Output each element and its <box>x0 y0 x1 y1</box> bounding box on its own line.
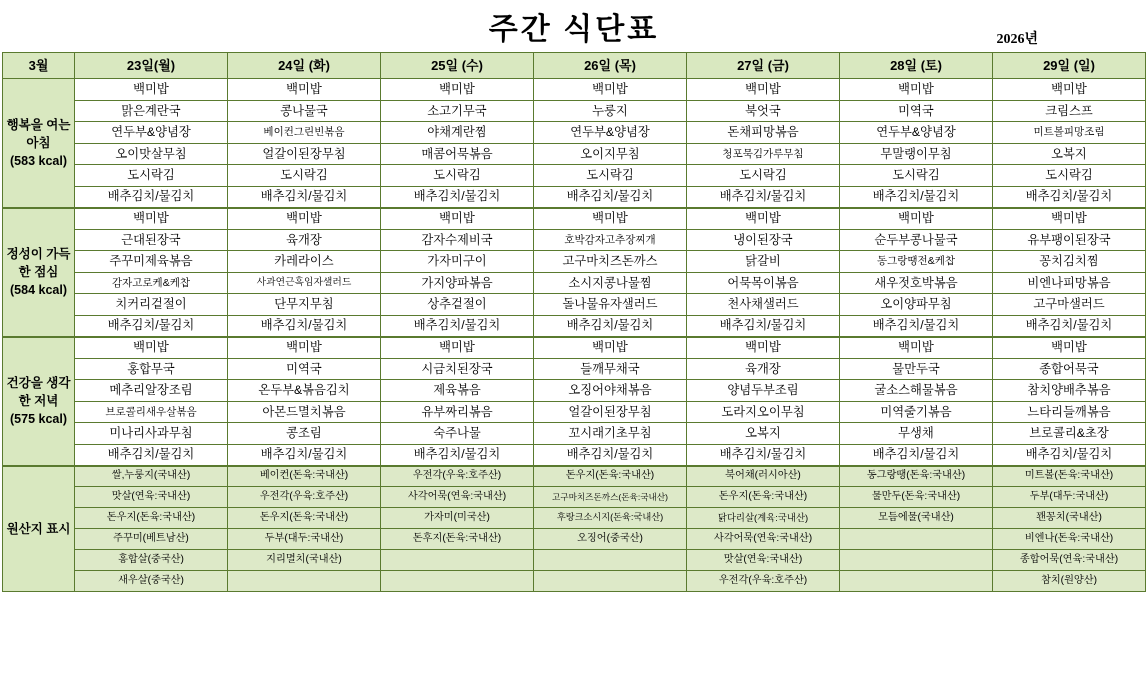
menu-cell: 천사채샐러드 <box>687 294 840 316</box>
menu-cell: 백미밥 <box>75 79 228 101</box>
menu-cell: 야채계란찜 <box>381 122 534 144</box>
origin-cell: 사각어묵(연육:국내산) <box>381 487 534 508</box>
menu-cell: 도라지오이무침 <box>687 401 840 423</box>
menu-cell: 백미밥 <box>840 337 993 359</box>
menu-cell: 유부짜리볶음 <box>381 401 534 423</box>
menu-cell: 배추김치/물김치 <box>75 444 228 466</box>
table-row <box>3 529 1146 550</box>
menu-cell: 미역줄기볶음 <box>840 401 993 423</box>
menu-cell: 콩조림 <box>228 423 381 445</box>
origin-cell: 맛살(연육:국내산) <box>75 487 228 508</box>
menu-cell: 돈채피망볶음 <box>687 122 840 144</box>
meal-label-breakfast <box>3 79 75 208</box>
menu-cell: 들깨무채국 <box>534 358 687 380</box>
menu-cell: 미나리사과무침 <box>75 423 228 445</box>
menu-cell: 숙주나물 <box>381 423 534 445</box>
menu-cell: 배추김치/물김치 <box>840 186 993 208</box>
meal-kcal: (583 kcal) <box>10 153 67 168</box>
table-row <box>3 358 1146 380</box>
table-row <box>3 487 1146 508</box>
column-header-fri: 27일 (금) <box>687 53 840 79</box>
menu-cell: 연두부&양념장 <box>840 122 993 144</box>
origin-cell: 돈우지(돈육:국내산) <box>228 508 381 529</box>
table-row <box>3 571 1146 592</box>
origin-cell: 북어채(러시아산) <box>687 466 840 487</box>
origin-cell: 두부(대두:국내산) <box>993 487 1146 508</box>
origin-cell: 종합어묵(연육:국내산) <box>993 550 1146 571</box>
menu-cell: 주꾸미제육볶음 <box>75 251 228 273</box>
menu-cell: 백미밥 <box>381 79 534 101</box>
table-row <box>3 315 1146 337</box>
menu-cell: 미트볼피망조림 <box>993 122 1146 144</box>
origin-cell-empty <box>381 550 534 571</box>
table-row <box>3 272 1146 294</box>
table-row <box>3 208 1146 230</box>
origin-cell: 새우살(중국산) <box>75 571 228 592</box>
menu-cell: 배추김치/물김치 <box>840 444 993 466</box>
meal-kcal: (575 kcal) <box>10 412 67 427</box>
menu-table <box>2 52 1146 592</box>
menu-cell: 닭갈비 <box>687 251 840 273</box>
menu-cell: 도시락김 <box>75 165 228 187</box>
origin-label: 원산지 표시 <box>3 466 75 592</box>
menu-cell: 오이지무침 <box>534 143 687 165</box>
origin-cell: 맛살(연육:국내산) <box>687 550 840 571</box>
menu-cell: 연두부&양념장 <box>75 122 228 144</box>
menu-cell: 도시락김 <box>228 165 381 187</box>
menu-cell: 아몬드멸치볶음 <box>228 401 381 423</box>
menu-cell: 순두부콩나물국 <box>840 229 993 251</box>
menu-cell: 배추김치/물김치 <box>381 315 534 337</box>
menu-cell: 백미밥 <box>534 208 687 230</box>
origin-cell: 물만두(돈육:국내산) <box>840 487 993 508</box>
menu-cell: 근대된장국 <box>75 229 228 251</box>
column-header-month: 3월 <box>3 53 75 79</box>
menu-cell: 크림스프 <box>993 100 1146 122</box>
menu-cell: 콩나물국 <box>228 100 381 122</box>
menu-cell: 가자미구이 <box>381 251 534 273</box>
menu-cell: 시금치된장국 <box>381 358 534 380</box>
menu-cell: 상추겉절이 <box>381 294 534 316</box>
menu-cell: 양념두부조림 <box>687 380 840 402</box>
menu-cell: 홍합무국 <box>75 358 228 380</box>
origin-cell-empty <box>534 571 687 592</box>
column-header-thu: 26일 (목) <box>534 53 687 79</box>
origin-cell: 돈우지(돈육:국내산) <box>75 508 228 529</box>
menu-cell: 꽁치김치찜 <box>993 251 1146 273</box>
menu-cell: 배추김치/물김치 <box>381 186 534 208</box>
origin-cell: 고구마치즈돈까스(돈육:국내산) <box>534 487 687 508</box>
menu-cell: 배추김치/물김치 <box>993 315 1146 337</box>
menu-cell: 배추김치/물김치 <box>75 315 228 337</box>
menu-cell: 배추김치/물김치 <box>840 315 993 337</box>
origin-cell: 동그랑땡(돈육:국내산) <box>840 466 993 487</box>
table-row <box>3 143 1146 165</box>
table-row <box>3 100 1146 122</box>
menu-cell: 오이맛살무침 <box>75 143 228 165</box>
menu-cell: 배추김치/물김치 <box>993 186 1146 208</box>
origin-cell: 미트볼(돈육:국내산) <box>993 466 1146 487</box>
menu-cell: 백미밥 <box>228 337 381 359</box>
menu-cell: 백미밥 <box>993 337 1146 359</box>
origin-cell-empty <box>840 550 993 571</box>
column-header-tue: 24일 (화) <box>228 53 381 79</box>
page-header <box>0 0 1148 52</box>
origin-cell: 오징어(중국산) <box>534 529 687 550</box>
origin-cell: 돈우지(돈육:국내산) <box>687 487 840 508</box>
menu-cell: 백미밥 <box>228 208 381 230</box>
origin-cell: 꽨꽁치(국내산) <box>993 508 1146 529</box>
origin-cell: 비엔나(돈육:국내산) <box>993 529 1146 550</box>
meal-kcal: (584 kcal) <box>10 283 67 298</box>
table-row <box>3 186 1146 208</box>
menu-cell: 배추김치/물김치 <box>228 186 381 208</box>
menu-cell: 육개장 <box>228 229 381 251</box>
menu-cell: 맑은계란국 <box>75 100 228 122</box>
meal-name: 정성이 가득한 점심 <box>6 246 71 279</box>
menu-cell: 백미밥 <box>993 79 1146 101</box>
menu-cell: 새우젓호박볶음 <box>840 272 993 294</box>
menu-cell: 소고기무국 <box>381 100 534 122</box>
menu-cell: 연두부&양념장 <box>534 122 687 144</box>
origin-cell-empty <box>840 571 993 592</box>
table-row <box>3 79 1146 101</box>
menu-cell: 무생채 <box>840 423 993 445</box>
menu-cell: 배추김치/물김치 <box>687 315 840 337</box>
table-row <box>3 550 1146 571</box>
menu-cell: 유부팽이된장국 <box>993 229 1146 251</box>
menu-cell: 무말랭이무침 <box>840 143 993 165</box>
menu-cell: 백미밥 <box>534 79 687 101</box>
menu-cell: 백미밥 <box>75 208 228 230</box>
origin-cell: 참치(원양산) <box>993 571 1146 592</box>
menu-cell: 백미밥 <box>687 79 840 101</box>
column-header-mon: 23일(월) <box>75 53 228 79</box>
menu-cell: 매콤어묵볶음 <box>381 143 534 165</box>
table-row <box>3 251 1146 273</box>
menu-cell: 냉이된장국 <box>687 229 840 251</box>
menu-cell: 배추김치/물김치 <box>687 186 840 208</box>
table-row <box>3 229 1146 251</box>
origin-cell: 돈우지(돈육:국내산) <box>534 466 687 487</box>
origin-cell: 돈후지(돈육:국내산) <box>381 529 534 550</box>
menu-cell: 미역국 <box>228 358 381 380</box>
menu-cell: 고구마치즈돈까스 <box>534 251 687 273</box>
menu-cell: 단무지무침 <box>228 294 381 316</box>
menu-cell: 온두부&볶음김치 <box>228 380 381 402</box>
menu-cell: 도시락김 <box>993 165 1146 187</box>
menu-cell: 소시지콩나물찜 <box>534 272 687 294</box>
menu-cell: 배추김치/물김치 <box>381 444 534 466</box>
menu-cell: 얼갈이된장무침 <box>228 143 381 165</box>
origin-cell: 주꾸미(베트남산) <box>75 529 228 550</box>
menu-cell: 감자수제비국 <box>381 229 534 251</box>
page-title: 주간 식단표 <box>488 13 660 46</box>
menu-cell: 오징어야채볶음 <box>534 380 687 402</box>
menu-cell: 백미밥 <box>228 79 381 101</box>
origin-cell-empty <box>840 529 993 550</box>
menu-cell: 제육볶음 <box>381 380 534 402</box>
menu-cell: 배추김치/물김치 <box>993 444 1146 466</box>
menu-cell: 참치양배추볶음 <box>993 380 1146 402</box>
table-row <box>3 380 1146 402</box>
menu-cell: 백미밥 <box>687 337 840 359</box>
menu-cell: 브로콜리새우살볶음 <box>75 401 228 423</box>
menu-cell: 백미밥 <box>534 337 687 359</box>
meal-label-lunch <box>3 208 75 337</box>
menu-cell: 오복지 <box>687 423 840 445</box>
menu-cell: 어묵목이볶음 <box>687 272 840 294</box>
table-row <box>3 122 1146 144</box>
menu-cell: 백미밥 <box>993 208 1146 230</box>
year-label: 2026년 <box>996 32 1038 47</box>
menu-cell: 배추김치/물김치 <box>534 186 687 208</box>
origin-cell: 우전각(우육:호주산) <box>228 487 381 508</box>
table-row <box>3 508 1146 529</box>
table-row <box>3 444 1146 466</box>
menu-cell: 오복지 <box>993 143 1146 165</box>
menu-cell: 백미밥 <box>840 208 993 230</box>
menu-cell: 돌나물유자샐러드 <box>534 294 687 316</box>
meal-label-dinner <box>3 337 75 466</box>
origin-cell-empty <box>381 571 534 592</box>
menu-cell: 느타리들깨볶음 <box>993 401 1146 423</box>
origin-cell: 닭다리살(계육:국내산) <box>687 508 840 529</box>
menu-cell: 동그랑땡전&케찹 <box>840 251 993 273</box>
menu-cell: 배추김치/물김치 <box>687 444 840 466</box>
menu-cell: 메추리알장조림 <box>75 380 228 402</box>
table-row <box>3 337 1146 359</box>
meal-name: 건강을 생각한 저녁 <box>6 375 71 408</box>
menu-cell: 카레라이스 <box>228 251 381 273</box>
menu-cell: 배추김치/물김치 <box>75 186 228 208</box>
column-header-sun: 29일 (일) <box>993 53 1146 79</box>
origin-cell: 사각어묵(연육:국내산) <box>687 529 840 550</box>
origin-cell: 가자미(미국산) <box>381 508 534 529</box>
origin-cell-empty <box>534 550 687 571</box>
menu-cell: 배추김치/물김치 <box>228 315 381 337</box>
table-row <box>3 401 1146 423</box>
table-row <box>3 294 1146 316</box>
menu-cell: 누룽지 <box>534 100 687 122</box>
menu-cell: 사과연근흑임자샐러드 <box>228 272 381 294</box>
menu-cell: 비엔나피망볶음 <box>993 272 1146 294</box>
header-row <box>3 53 1146 79</box>
menu-cell: 백미밥 <box>381 337 534 359</box>
origin-cell: 우전각(우육:호주산) <box>381 466 534 487</box>
origin-cell: 우전각(우육:호주산) <box>687 571 840 592</box>
menu-cell: 백미밥 <box>75 337 228 359</box>
menu-cell: 물만두국 <box>840 358 993 380</box>
menu-cell: 미역국 <box>840 100 993 122</box>
origin-cell-empty <box>228 571 381 592</box>
menu-cell: 브로콜리&초장 <box>993 423 1146 445</box>
menu-cell: 얼갈이된장무침 <box>534 401 687 423</box>
menu-cell: 굴소스해물볶음 <box>840 380 993 402</box>
menu-cell: 감자고로케&케찹 <box>75 272 228 294</box>
origin-cell: 모듬에물(국내산) <box>840 508 993 529</box>
menu-cell: 도시락김 <box>687 165 840 187</box>
origin-cell: 쌀,누룽지(국내산) <box>75 466 228 487</box>
table-row <box>3 466 1146 487</box>
column-header-wed: 25일 (수) <box>381 53 534 79</box>
menu-cell: 고구마샐러드 <box>993 294 1146 316</box>
menu-cell: 청포묵김가루무침 <box>687 143 840 165</box>
menu-cell: 종합어묵국 <box>993 358 1146 380</box>
menu-cell: 배추김치/물김치 <box>534 444 687 466</box>
menu-cell: 꼬시래기초무침 <box>534 423 687 445</box>
menu-cell: 오이양파무침 <box>840 294 993 316</box>
menu-cell: 배추김치/물김치 <box>228 444 381 466</box>
menu-cell: 호박감자고추장찌개 <box>534 229 687 251</box>
origin-cell: 후랑크소시지(돈육:국내산) <box>534 508 687 529</box>
menu-cell: 가지양파볶음 <box>381 272 534 294</box>
menu-cell: 백미밥 <box>381 208 534 230</box>
menu-cell: 치커리겉절이 <box>75 294 228 316</box>
origin-cell: 홍합살(중국산) <box>75 550 228 571</box>
menu-cell: 베이컨그린빈볶음 <box>228 122 381 144</box>
menu-cell: 북엇국 <box>687 100 840 122</box>
menu-cell: 도시락김 <box>381 165 534 187</box>
menu-cell: 도시락김 <box>840 165 993 187</box>
column-header-sat: 28일 (토) <box>840 53 993 79</box>
menu-cell: 백미밥 <box>687 208 840 230</box>
table-row <box>3 423 1146 445</box>
origin-cell: 베이컨(돈육:국내산) <box>228 466 381 487</box>
table-row <box>3 165 1146 187</box>
table-header <box>3 53 1146 79</box>
menu-cell: 백미밥 <box>840 79 993 101</box>
origin-cell: 두부(대두:국내산) <box>228 529 381 550</box>
menu-cell: 육개장 <box>687 358 840 380</box>
meal-name: 행복을 여는 아침 <box>6 117 71 150</box>
menu-cell: 도시락김 <box>534 165 687 187</box>
table-body <box>3 79 1146 592</box>
menu-cell: 배추김치/물김치 <box>534 315 687 337</box>
origin-cell: 지리멸치(국내산) <box>228 550 381 571</box>
